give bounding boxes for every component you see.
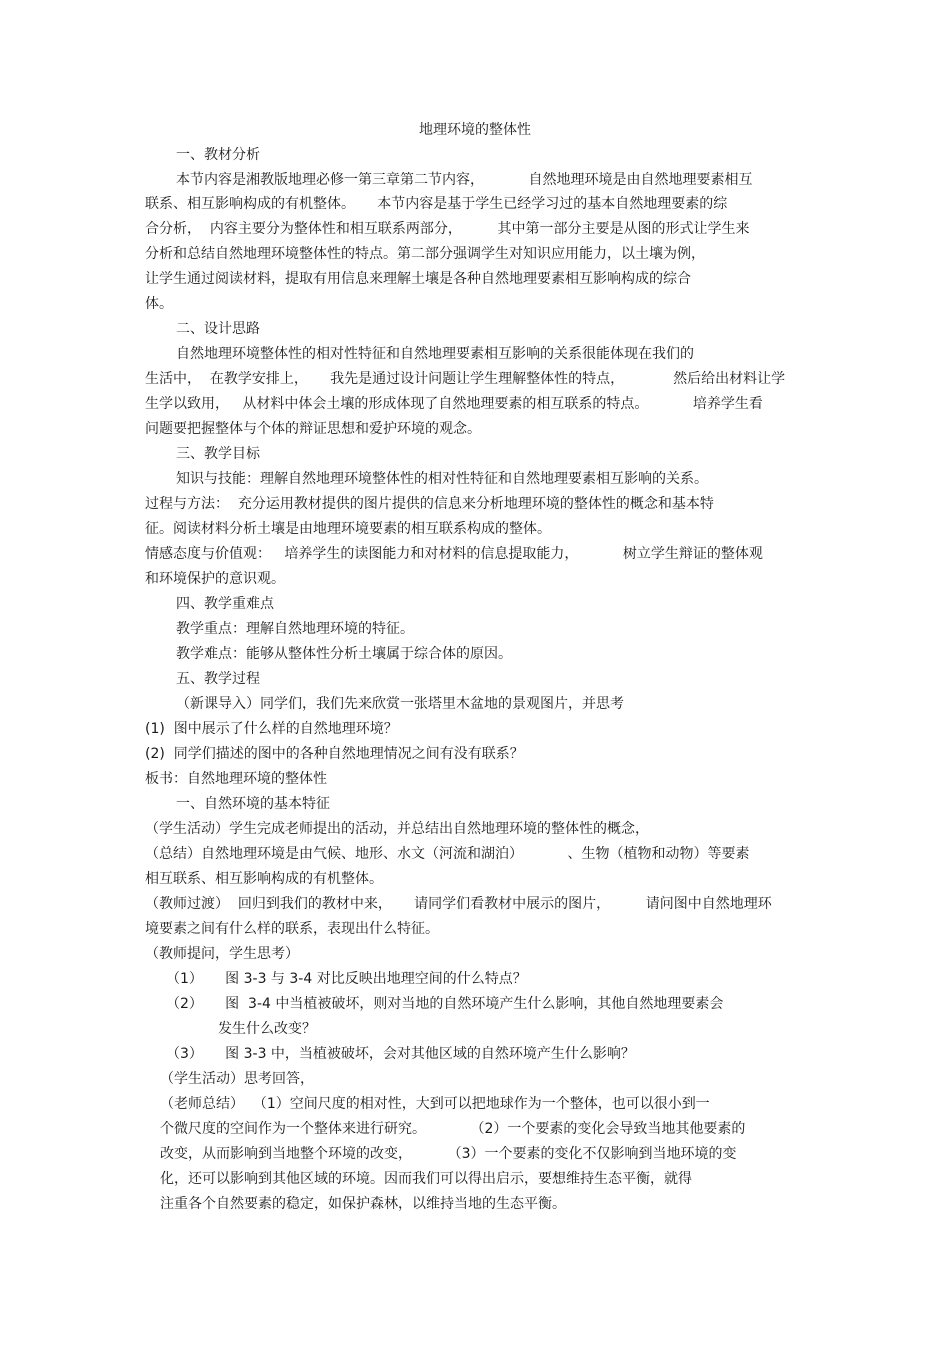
heading-design-idea: 二、设计思路 [176,321,260,337]
paragraph-line: （学生活动）思考回答， [160,1071,314,1087]
paragraph-line: 分析和总结自然地理环境整体性的特点。第二部分强调学生对知识应用能力，以土壤为例， [145,246,705,262]
paragraph-line: 注重各个自然要素的稳定，如保护森林，以维持当地的生态平衡。 [160,1196,566,1212]
paragraph-line: 相互联系、相互影响构成的有机整体。 [145,871,383,887]
subheading: 一、自然环境的基本特征 [176,796,330,812]
paragraph-line: 境要素之间有什么样的联系，表现出什么特征。 [145,921,439,937]
paragraph-line: （老师总结） （1）空间尺度的相对性，大到可以把地球作为一个整体，也可以很小到一 [160,1096,710,1112]
paragraph-line: 自然地理环境整体性的相对性特征和自然地理要素相互影响的关系很能体现在我们的 [176,346,694,362]
paragraph-line: （教师过渡） 回归到我们的教材中来， 请同学们看教材中展示的图片， 请问图中自然地理环 [145,896,772,912]
list-item-continuation: 发生什么改变？ [218,1021,316,1037]
paragraph-line: 教学难点：能够从整体性分析土壤属于综合体的原因。 [176,646,512,662]
paragraph-line: 生活中， 在教学安排上， 我先是通过设计问题让学生理解整体性的特点， 然后给出材料让学 [145,371,786,387]
paragraph-line: 本节内容是湘教版地理必修一第三章第二节内容， 自然地理环境是由自然地理要素相互 [176,172,753,188]
paragraph-line: 过程与方法： 充分运用教材提供的图片提供的信息来分析地理环境的整体性的概念和基本特 [145,496,714,512]
paragraph-line: 化，还可以影响到其他区域的环境。因而我们可以得出启示，要想维持生态平衡，就得 [160,1171,692,1187]
paragraph-line: 改变，从而影响到当地整个环境的改变， （3）一个要素的变化不仅影响到当地环境的变 [160,1146,737,1162]
heading-teaching-goals: 三、教学目标 [176,446,260,462]
paragraph-line: 体。 [145,296,173,312]
list-item: (2) 同学们描述的图中的各种自然地理情况之间有没有联系？ [145,746,524,762]
document-title: 地理环境的整体性 [419,122,531,138]
list-item: (1) 图中展示了什么样的自然地理环境？ [145,721,398,737]
paragraph-line: （学生活动）学生完成老师提出的活动，并总结出自然地理环境的整体性的概念， [145,821,649,837]
paragraph-line: （新课导入）同学们，我们先来欣赏一张塔里木盆地的景观图片，并思考 [176,696,624,712]
heading-textbook-analysis: 一、教材分析 [176,147,260,163]
paragraph-line: 板书：自然地理环境的整体性 [145,771,327,787]
paragraph-line: 联系、相互影响构成的有机整体。 本节内容是基于学生已经学习过的基本自然地理要素的综 [145,196,728,212]
paragraph-line: 让学生通过阅读材料，提取有用信息来理解土壤是各种自然地理要素相互影响构成的综合 [145,271,691,287]
paragraph-line: 征。阅读材料分析土壤是由地理环境要素的相互联系构成的整体。 [145,521,551,537]
heading-teaching-process: 五、教学过程 [176,671,260,687]
paragraph-line: 生学以致用， 从材料中体会土壤的形成体现了自然地理要素的相互联系的特点。 培养学生看 [145,396,763,412]
list-item: （1） 图 3-3 与 3-4 对比反映出地理空间的什么特点？ [166,971,527,987]
paragraph-line: 教学重点：理解自然地理环境的特征。 [176,621,414,637]
paragraph-line: 和环境保护的意识观。 [145,571,285,587]
list-item: （2） 图 3-4 中当植被破坏，则对当地的自然环境产生什么影响，其他自然地理要素会 [166,996,724,1012]
paragraph-line: 情感态度与价值观： 培养学生的读图能力和对材料的信息提取能力， 树立学生辩证的整体观 [145,546,763,562]
list-item: （3） 图 3-3 中，当植被破坏，会对其他区域的自然环境产生什么影响？ [166,1046,635,1062]
paragraph-line: 知识与技能：理解自然地理环境整体性的相对性特征和自然地理要素相互影响的关系。 [176,471,708,487]
paragraph-line: 个微尺度的空间作为一个整体来进行研究。 （2）一个要素的变化会导致当地其他要素的 [160,1121,746,1137]
paragraph-line: 合分析， 内容主要分为整体性和相互联系两部分， 其中第一部分主要是从图的形式让学生来 [145,221,750,237]
paragraph-line: （教师提问，学生思考） [145,946,299,962]
paragraph-line: 问题要把握整体与个体的辩证思想和爱护环境的观念。 [145,421,481,437]
paragraph-line: （总结）自然地理环境是由气候、地形、水文（河流和湖泊） 、生物（植物和动物）等要素 [145,846,750,862]
heading-key-points: 四、教学重难点 [176,596,274,612]
